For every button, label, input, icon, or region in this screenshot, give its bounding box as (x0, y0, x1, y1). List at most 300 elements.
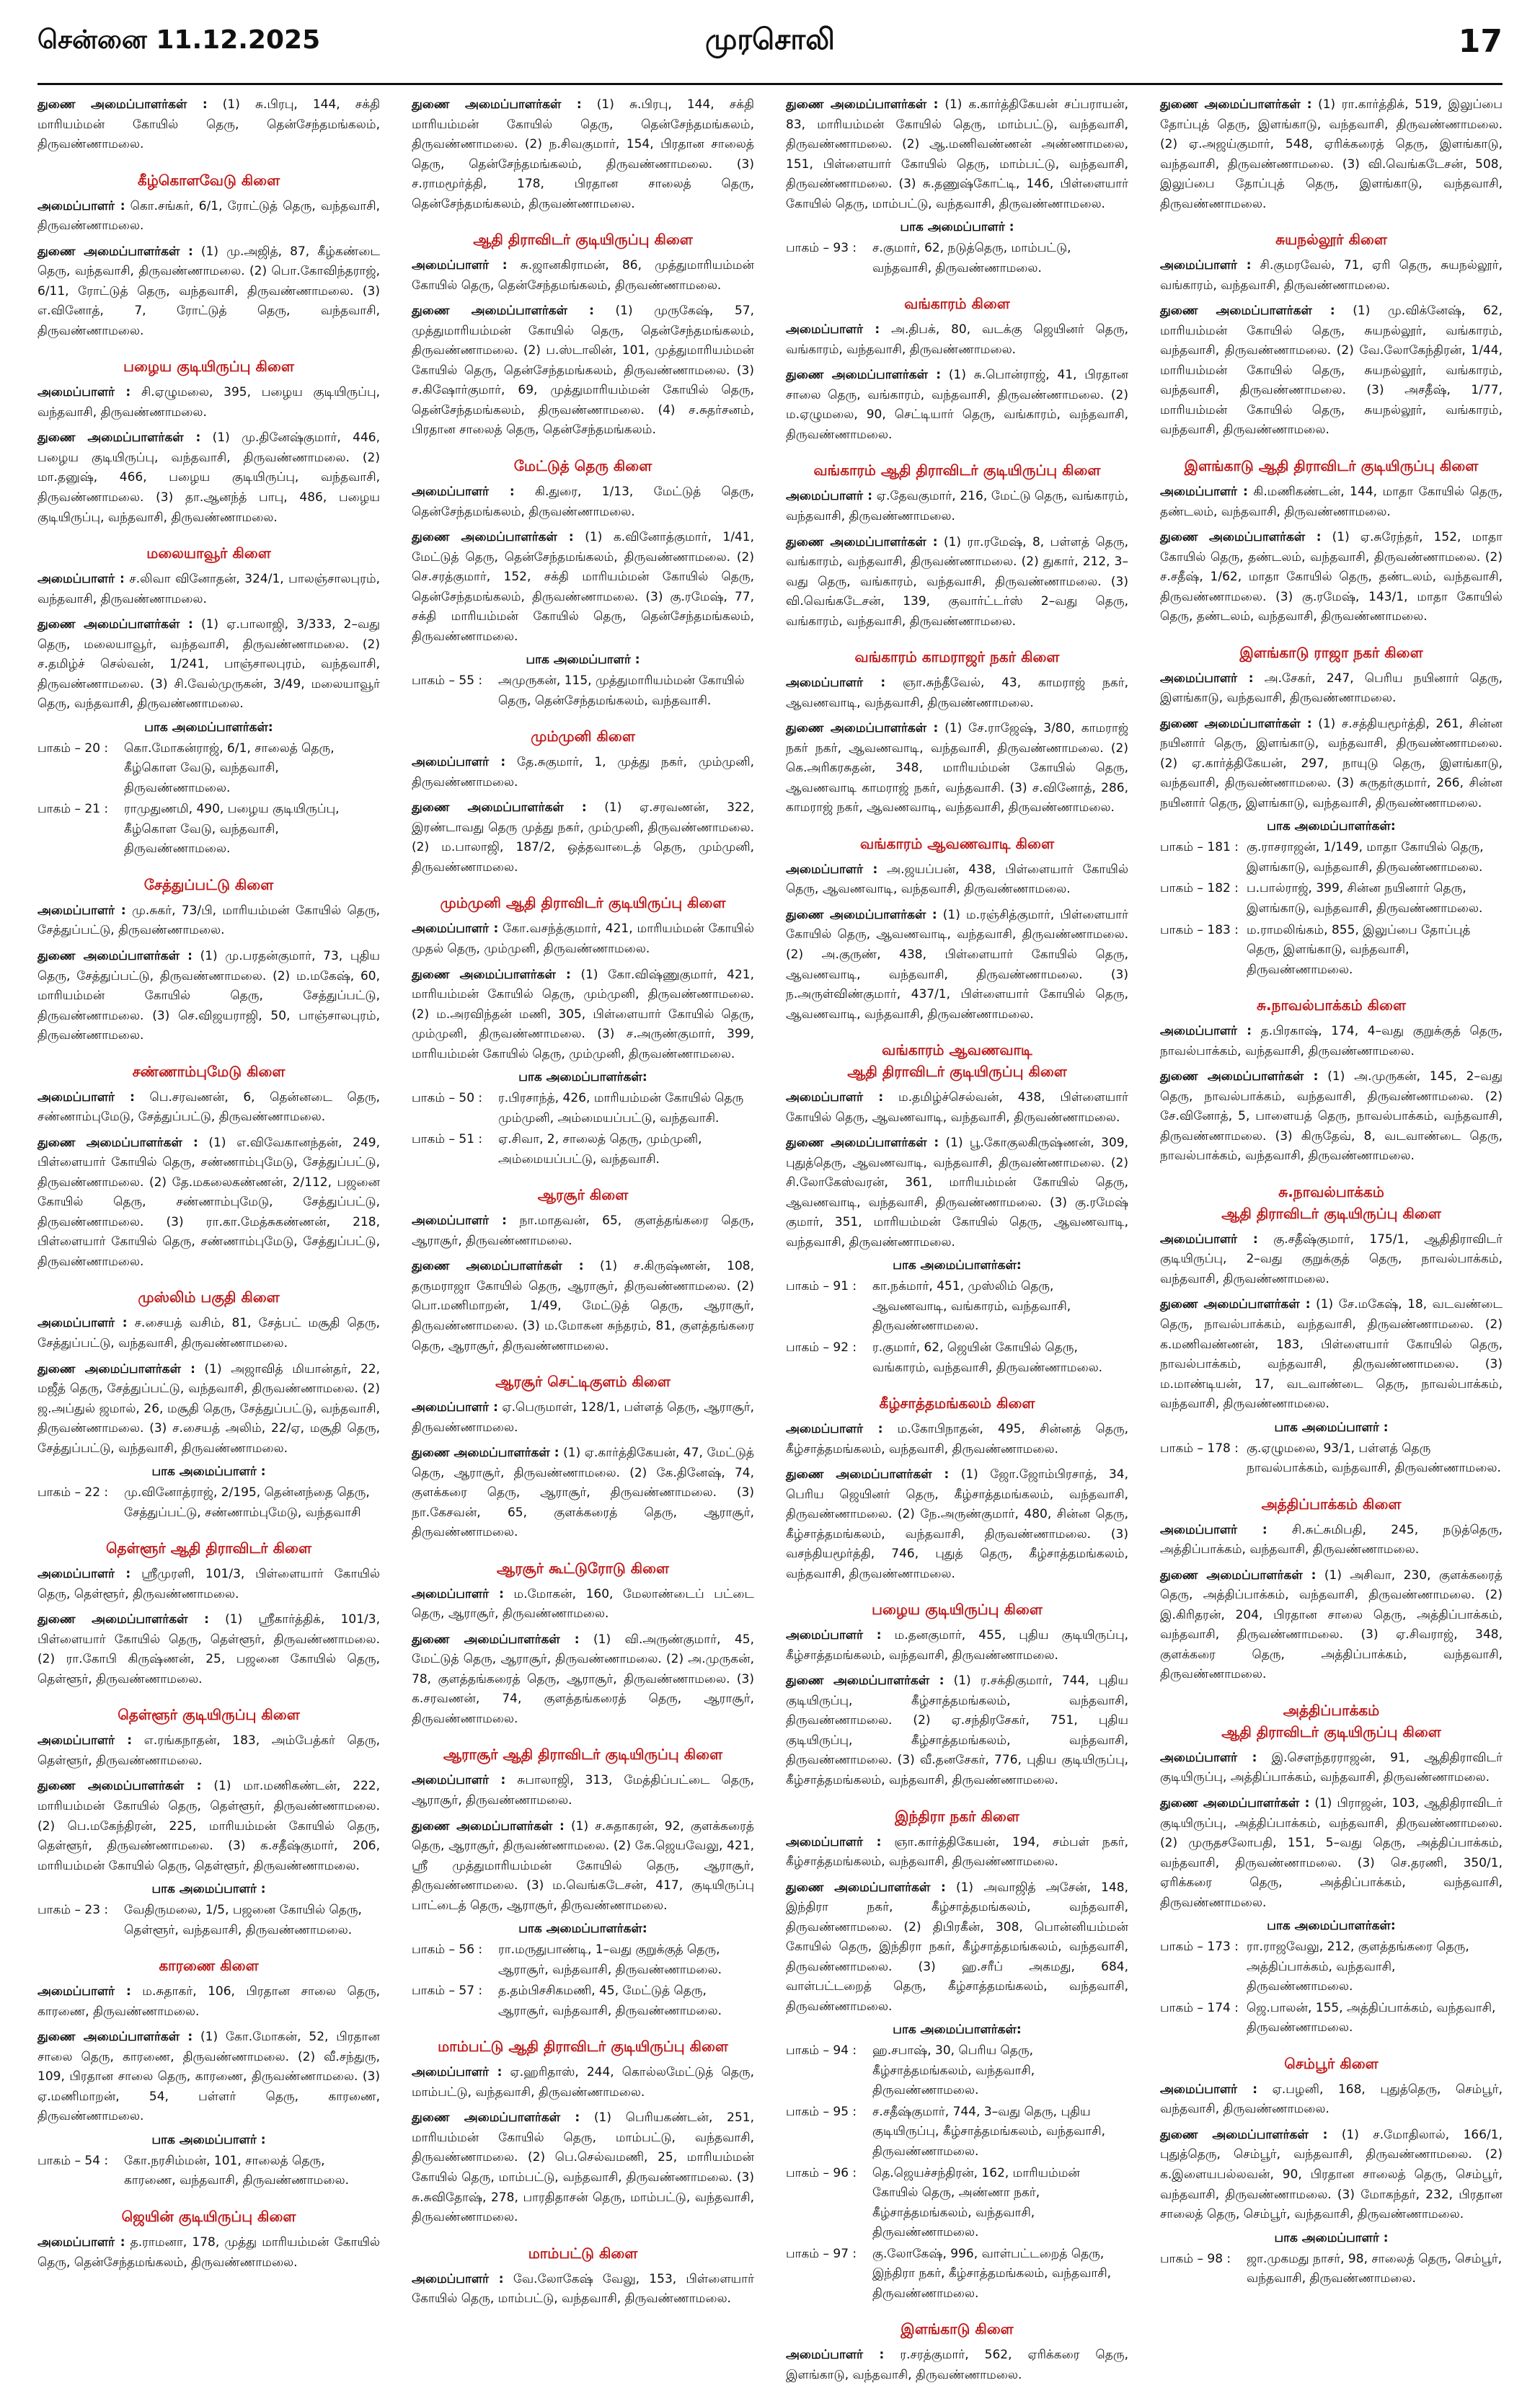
member-details: கி.துரை, 1/13, மேட்டுத் தெரு, தென்சேந்தமங்கலம், திருவண்ணாமலை. (412, 484, 754, 519)
branch-title: மும்முனி கிளை (531, 728, 635, 746)
branch-title: ஆதி திராவிடர் குடியிருப்பு கிளை (473, 231, 693, 249)
branch-section (1160, 1701, 1503, 2038)
branch-title: மலையாவூர் கிளை (146, 544, 271, 562)
office-bearer-entry (786, 533, 1128, 632)
booth-heading: பாக அமைப்பாளர்கள்: (1267, 1919, 1396, 1934)
member-details: (1) பூ.கோகுலகிருஷ்ணன், 309, புதுத்தெரு, ஆவணவாடி, வந்தவாசி, திருவண்ணாமலை. (2) சி.லோகேஸ்வரன், 361, மாரியம்மன் கோயில் தெரு, ஆவணவாடி, வந்தவாசி, திருவண்ணாமலை. (3) கு.ரமேஷ் குமார், 351, மாரியம்மன் கோயில் தெரு, ஆவணவாடி, வந்தவாசி, திருவண்ணாமலை. (786, 1136, 1128, 1250)
role-label: துணை அமைப்பாளர்கள் : (1160, 2127, 1328, 2142)
branch-section (786, 1807, 1128, 2304)
office-bearer-entry (786, 1088, 1128, 1128)
booth-member-details: ர.பிரசாந்த், 426, மாரியம்மன் கோயில் தெரு மும்முனி, அம்மையப்பட்டு, வந்தவாசி. (498, 1091, 744, 1126)
branch-title: ஆராசூர் ஆதி திராவிடர் குடியிருப்பு கிளை (443, 1746, 723, 1764)
office-bearer-entry (412, 1443, 754, 1543)
member-details: (1) ச.மோதிலால், 166/1, புதுத்தெரு, செம்பூர், வந்தவாசி, திருவண்ணாமலை. (2) க.இளையபல்லவன், 90, பிரதான சாலைத் தெரு, செம்பூர், வந்தவாசி, திருவண்ணாமலை. (3) மோகந்தர், 232, பிரதான சாலைத் தெரு, செம்பூர், வந்தவாசி, திருவண்ணாமலை. (1160, 2127, 1503, 2222)
branch-title: இளங்காடு ஆதி திராவிடர் குடியிருப்பு கிளை (1184, 456, 1479, 474)
role-label: அமைப்பாளர் : (412, 1773, 506, 1788)
member-details: தே.சுகுமார், 1, முத்து நகர், மும்முனி, திருவண்ணாமலை. (412, 755, 755, 790)
role-label: துணை அமைப்பாளர்கள் : (412, 1818, 565, 1834)
branch-section (1160, 643, 1503, 980)
member-details: ர.சரத்குமார், 562, ஏரிக்கரை தெரு, இளங்காடு, வந்தவாசி, திருவண்ணாமலை. (786, 2348, 1128, 2382)
role-label: துணை அமைப்பாளர்கள் : (1160, 716, 1312, 731)
booth-heading: பாக அமைப்பாளர்கள்: (893, 1258, 1022, 1273)
role-label: துணை அமைப்பாளர்கள் : (1160, 1297, 1311, 1312)
booth-row (412, 1130, 754, 1169)
member-details: (1) மு.அஜித், 87, கீழ்கண்டை தெரு, வந்தவாசி, திருவண்ணாமலை. (2) பொ.கோவிந்தராஜ், 6/11, ரோட்டுத் தெரு, வந்தவாசி, திருவண்ணாமலை. (3) எ.வினோத், 7, ரோட்டுத் தெரு, வந்தவாசி, திருவண்ணாமலை. (37, 244, 381, 338)
booth-row (1160, 879, 1503, 919)
member-details: (1) சே.ராஜேஷ், 3/80, காமராஜ் நகர் நகர், ஆவணவாடி, வந்தவாசி, திருவண்ணாமலை. (2) கெ.அரிகரசுதன், 348, மாரியம்மன் கோயில் தெரு, ஆவணவாடி காமராஜ் நகர், வந்தவாசி. (3) ச.வினோத், 286, காமராஜ் நகர், ஆவணவாடி, வந்தவாசி, திருவண்ணாமலை. (786, 721, 1129, 815)
member-details: ம.தனகுமார், 455, புதிய குடியிருப்பு, கீழ்சாத்தமங்கலம், வந்தவாசி, திருவண்ணாமலை. (786, 1628, 1128, 1663)
office-bearer-entry (1160, 1521, 1503, 1560)
branch-section (1160, 230, 1503, 441)
member-details: அ.ஜயப்பன், 438, பிள்ளையார் கோயில் தெரு, ஆவணவாடி, வந்தவாசி, திருவண்ணாமலை. (786, 862, 1128, 897)
role-label: அமைப்பாளர் : (412, 2271, 504, 2286)
office-bearer-entry (37, 615, 380, 715)
office-bearer-entry (37, 1314, 380, 1353)
branch-title: மும்முனி ஆதி திராவிடர் குடியிருப்பு கிளை (440, 894, 726, 912)
booth-number: பாகம் – 92 : (786, 1340, 857, 1355)
branch-section (412, 1185, 754, 1356)
office-bearer-entry (37, 2233, 380, 2273)
booth-row (786, 1277, 1128, 1337)
branch-section (786, 2320, 1128, 2385)
branch-title: வங்காரம் ஆவணவாடி கிளை (859, 834, 1054, 852)
branch-section (37, 95, 380, 155)
role-label: அமைப்பாளர் : (37, 1984, 131, 1999)
member-details: ம.கோபிநாதன், 495, சின்னத் தெரு, கீழ்சாத்தமங்கலம், வந்தவாசி, திருவண்ணாமலை. (786, 1422, 1128, 1456)
office-bearer-entry (37, 1777, 380, 1876)
office-bearer-entry (412, 528, 754, 647)
issue-date: சென்னை 11.12.2025 (37, 25, 321, 55)
member-details: (1) ஸ்ரீகார்த்திக், 101/3, பிள்ளையார் கோயில் தெரு, தெள்ளூர், திருவண்ணாமலை. (2) ரா.கோபி கிருஷ்ணன், 25, பஜனை கோயில் தெரு, தெள்ளூர், திருவண்ணாமலை. (37, 1612, 380, 1686)
branch-section (786, 95, 1128, 278)
booth-heading: பாக அமைப்பாளர்கள்: (144, 720, 273, 735)
booth-number: பாகம் – 94 : (786, 2043, 857, 2059)
office-bearer-entry (37, 428, 380, 528)
branch-section (37, 544, 380, 859)
member-details: அ.திபக், 80, வடக்கு ஜெயினர் தெரு, வங்காரம், வந்தவாசி, திருவண்ணாமலை. (786, 322, 1129, 357)
branch-title: வங்காரம் கிளை (904, 295, 1010, 313)
role-label: துணை அமைப்பாளர்கள் : (37, 949, 192, 963)
office-bearer-entry (37, 197, 380, 236)
member-details: ச.லிவா வினோதன், 324/1, பாலஞ்சாலபுரம், வந்தவாசி, திருவண்ணாமலை. (37, 572, 380, 606)
member-details: ச.சையத் வசிம், 81, சேத்பட் மசூதி தெரு, சேத்துப்பட்டு, வந்தவாசி, திருவண்ணாமலை. (37, 1316, 381, 1350)
booth-row (37, 800, 380, 859)
role-label: அமைப்பாளர் : (786, 489, 873, 504)
office-bearer-entry (412, 256, 754, 296)
role-label: அமைப்பாளர் : (786, 862, 878, 877)
branch-section (786, 461, 1128, 632)
booth-number: பாகம் – 22 : (37, 1485, 109, 1500)
role-label: அமைப்பாளர் : (786, 1422, 883, 1437)
column-2 (412, 95, 754, 2401)
branch-section (1160, 456, 1503, 627)
role-label: அமைப்பாளர் : (412, 921, 499, 937)
member-details: (1) ஏ.சுரேந்தர், 152, மாதா கோயில் தெரு, தண்டலம், வந்தவாசி, திருவண்ணாமலை. (2) ச.சதீஷ், 1/62, மாதா கோயில் தெரு, தண்டலம், வந்தவாசி, திருவண்ணாமலை. (3) கு.ரமேஷ், 143/1, மாதா கோயில் தெரு, தண்டலம், வந்தவாசி, திருவண்ணாமலை. (1160, 530, 1503, 624)
booth-member-details: கு.ஏழுமலை, 93/1, பள்ளத் தெரு நாவல்பாக்கம், வந்தவாசி, திருவண்ணாமலை. (1247, 1441, 1501, 1476)
branch-title: பழைய குடியிருப்பு கிளை (872, 1601, 1043, 1619)
role-label: அமைப்பாளர் : (1160, 1522, 1267, 1537)
branch-title: சுயநல்லூர் கிளை (1275, 231, 1387, 249)
booth-row (786, 2102, 1128, 2162)
branch-section (1160, 95, 1503, 214)
column-1 (37, 95, 380, 2401)
office-bearer-entry (1160, 1295, 1503, 1414)
branch-title: முஸ்லிம் பகுதி கிளை (138, 1288, 280, 1306)
branch-subtitle: ஆதி திராவிடர் குடியிருப்பு கிளை (1221, 1204, 1441, 1222)
role-label: துணை அமைப்பாளர்கள் : (786, 1880, 946, 1895)
office-bearer-entry (37, 1133, 380, 1273)
member-details: கொ.சங்கர், 6/1, ரோட்டுத் தெரு, வந்தவாசி, திருவண்ணாமலை. (37, 198, 380, 234)
branch-section (412, 893, 754, 1169)
office-bearer-entry (786, 366, 1128, 445)
booth-member-details: அமுருகன், 115, முத்துமாரியம்மன் கோயில் தெரு, தென்சேந்தமங்கலம், வந்தவாசி. (498, 673, 745, 708)
branch-title: மாம்பட்டு கிளை (528, 2244, 638, 2262)
role-label: அமைப்பாளர் : (786, 1090, 884, 1105)
booth-member-details: ஜெ.பாலன், 155, அத்திப்பாக்கம், வந்தவாசி, திருவண்ணாமலை. (1247, 2000, 1496, 2035)
office-bearer-entry (1160, 2126, 1503, 2225)
role-label: துணை அமைப்பாளர்கள் : (37, 2030, 193, 2045)
branch-title: காரணை கிளை (159, 1957, 259, 1975)
role-label: அமைப்பாளர் : (37, 1316, 128, 1331)
role-label: அமைப்பாளர் : (786, 322, 880, 337)
branch-section (37, 2207, 380, 2273)
booth-member-details: கோ.நரசிம்மன், 101, சாலைத் தெரு, காரணை, வந்தவாசி, திருவண்ணாமலை. (124, 2153, 349, 2188)
role-label: அமைப்பாளர் : (37, 198, 125, 213)
role-label: துணை அமைப்பாளர்கள் : (1160, 1796, 1310, 1810)
branch-section (412, 95, 754, 214)
booth-member-details: மு.வினோத்ராஜ், 2/195, தென்னந்தை தெரு, சேத்துப்பட்டு, சண்ணாம்புமேடு, வந்தவாசி (124, 1485, 370, 1520)
role-label: அமைப்பாளர் : (412, 258, 508, 273)
role-label: அமைப்பாளர் : (412, 2065, 503, 2080)
branch-section (1160, 1182, 1503, 1479)
member-details: (1) ஏ.கார்த்திகேயன், 47, மேட்டுத் தெரு, ஆராசூர், திருவண்ணாமலை. (2) கே.தினேஷ், 74, குளக்கரை தெரு, ஆராசூர், திருவண்ணாமலை. (3) நா.கேசவன், 65, குளக்கரைத் தெரு, ஆராசூர், திருவண்ணாமலை. (412, 1446, 754, 1540)
branch-title: ஆரசூர் கிளை (537, 1186, 629, 1204)
branch-section (1160, 2054, 1503, 2289)
office-bearer-entry (412, 2108, 754, 2227)
booth-member-details: ஹ.சபாஷ், 30, பெரிய தெரு, கீழ்சாத்தமங்கலம், வந்தவாசி, திருவண்ணாமலை. (872, 2043, 1035, 2098)
member-details: ஏ.பெருமாள், 128/1, பள்ளத் தெரு, ஆராசூர், திருவண்ணாமலை. (412, 1400, 755, 1435)
member-details: (1) சு.பொன்ராஜ், 41, பிரதான சாலை தெரு, வங்காரம், வந்தவாசி, திருவண்ணாமலை. (2) ம.ஏழுமலை, 90, செட்டியார் தெரு, வங்காரம், வந்தவாசி, திருவண்ணாமலை. (786, 368, 1129, 442)
member-details: (1) ஏ.சரவணன், 322, இரண்டாவது தெரு முத்து நகர், மும்முனி, திருவண்ணாமலை. (2) ம.பாலாஜி, 187/2, ஒத்தவாடைத் தெரு, மும்முனி, திருவண்ணாமலை. (412, 800, 754, 875)
office-bearer-entry (412, 1211, 754, 1251)
office-bearer-entry (786, 320, 1128, 360)
role-label: துணை அமைப்பாளர்கள் : (786, 368, 942, 383)
member-details: ஏ.தேவகுமார், 216, மேட்டு தெரு, வங்காரம், வந்தவாசி, திருவண்ணாமலை. (786, 489, 1128, 523)
member-details: (1) அவாஜித் அசேன், 148, இந்திரா நகர், கீழ்சாத்தமங்கலம், வந்தவாசி, திருவண்ணாமலை. (2) திபிரகீன், 308, பொன்னியம்மன் கோயில் தெரு, இந்திரா நகர், கீழ்சாத்தமங்கலம், வந்தவாசி, திருவண்ணாமலை. (3) ஹ.சரீப் அகமது, 684, வாள்பட்டறைத் தெரு, கீழ்சாத்தமங்கலம், வந்தவாசி, திருவண்ணாமலை. (786, 1880, 1128, 2014)
office-bearer-entry (412, 753, 754, 792)
booth-member-details: ரா.ராஜவேலு, 212, குளத்தங்கரை தெரு, அத்திப்பாக்கம், வந்தவாசி, திருவண்ணாமலை. (1247, 1940, 1469, 1994)
branch-section (412, 456, 754, 711)
office-bearer-entry (37, 1982, 380, 2022)
office-bearer-entry (786, 1133, 1128, 1252)
member-details: சி.ஏழுமலை, 395, பழைய குடியிருப்பு, வந்தவாசி, திருவண்ணாமலை. (37, 385, 380, 420)
role-label: அமைப்பாளர் : (1160, 2082, 1258, 2097)
office-bearer-entry (1160, 715, 1503, 814)
branch-section (786, 647, 1128, 818)
member-details: பெ.சரவணன், 6, தென்னடை தெரு, சண்ணாம்புமேடு, சேத்துப்பட்டு, திருவண்ணாமலை. (37, 1089, 380, 1125)
booth-number: பாகம் – 181 : (1160, 840, 1239, 855)
branch-section (786, 1040, 1128, 1378)
branch-section (1160, 1495, 1503, 1685)
branch-title: கீழ்சாத்தமங்கலம் கிளை (879, 1394, 1035, 1412)
office-bearer-entry (1160, 1748, 1503, 1788)
branch-section (786, 294, 1128, 445)
office-bearer-entry (37, 2028, 380, 2127)
member-details: (1) சே.மகேஷ், 18, வடவண்டை தெரு, நாவல்பாக்கம், வந்தவாசி, திருவண்ணாமலை. (2) க.மணிவண்ணன், 183, பிள்ளையார் கோயில் தெரு, நாவல்பாக்கம், வந்தவாசி, திருவண்ணாமலை. (3) ம.மாண்டியன், 17, வடவாண்டை தெரு, நாவல்பாக்கம், வந்தவாசி, திருவண்ணாமலை. (1160, 1297, 1503, 1412)
member-details: (1) சு.பிரபு, 144, சக்தி மாரியம்மன் கோயில் தெரு, தென்சேந்தமங்கலம், திருவண்ணாமலை. (37, 97, 380, 152)
office-bearer-entry (1160, 1022, 1503, 1061)
booth-number: பாகம் – 182 : (1160, 881, 1239, 896)
office-bearer-entry (786, 719, 1128, 818)
article-columns (37, 95, 1503, 2382)
office-bearer-entry (37, 1088, 380, 1128)
role-label: அமைப்பாளர் : (1160, 1232, 1258, 1247)
member-details: (1) மா.மணிகண்டன், 222, மாரியம்மன் கோயில் தெரு, தெள்ளூர், திருவண்ணாமலை. (2) பெ.மகேந்திரன், 225, மாரியம்மன் கோயில் தெரு, தெள்ளூர், திருவண்ணாமலை. (3) க.சதீஷ்குமார், 206, மாரியம்மன் கோயில் தெரு, தெள்ளூர், திருவண்ணாமலை. (37, 1779, 381, 1873)
office-bearer-entry (786, 1833, 1128, 1872)
branch-section (37, 875, 380, 1046)
branch-section (37, 1956, 380, 2191)
office-bearer-entry (786, 2345, 1128, 2385)
branch-section (412, 2037, 754, 2227)
member-details: ம.தமிழ்ச்செல்வன், 438, பிள்ளையார் கோயில் தெரு, ஆவணவாடி, வந்தவாசி, திருவண்ணாமலை. (786, 1090, 1129, 1125)
member-details: கோ.வசந்த்குமார், 421, மாரியம்மன் கோயில் முதல் தெரு, மும்முனி, திருவண்ணாமலை. (412, 921, 754, 956)
member-details: கு.சதீஷ்குமார், 175/1, ஆதிதிராவிடர் குடியிருப்பு, 2–வது குறுக்குத் தெரு, நாவல்பாக்கம், வந்தவாசி, திருவண்ணாமலை. (1160, 1232, 1503, 1286)
booth-number: பாகம் – 95 : (786, 2104, 857, 2119)
member-details: (1) ச.கிருஷ்ணன், 108, தருமராஜா கோயில் தெரு, ஆராசூர், திருவண்ணாமலை. (2) பொ.மணிமாறன், 1/49, மேட்டுத் தெரு, ஆராசூர், திருவண்ணாமலை. (3) ம.மோகன சுந்தரம், 81, குளத்தங்கரை தெரு, ஆராசூர், திருவண்ணாமலை. (412, 1259, 754, 1353)
role-label: அமைப்பாளர் : (786, 676, 886, 691)
role-label: அமைப்பாளர் : (37, 1567, 131, 1582)
booth-heading: பாக அமைப்பாளர் : (151, 2132, 266, 2147)
booth-heading: பாக அமைப்பாளர் : (1274, 1420, 1389, 1435)
role-label: அமைப்பாளர் : (412, 1400, 498, 1415)
office-bearer-entry (786, 1626, 1128, 1666)
office-bearer-entry (37, 901, 380, 941)
booth-row (1160, 1439, 1503, 1479)
column-4 (1160, 95, 1503, 2401)
branch-title: ஜெயின் குடியிருப்பு கிளை (121, 2207, 296, 2225)
branch-title: வங்காரம் ஆவணவாடி (882, 1041, 1032, 1059)
booth-heading: பாக அமைப்பாளர்கள்: (518, 1070, 647, 1085)
member-details: (1) கோ.மோகன், 52, பிரதான சாலை தெரு, காரணை, திருவண்ணாமலை. (2) வீ.சந்துரு, 109, பிரதான சாலை தெரு, காரணை, திருவண்ணாமலை. (3) ஏ.மணிமாறன், 54, பள்ளர் தெரு, காரணை, திருவண்ணாமலை. (37, 2030, 380, 2124)
office-bearer-entry (1160, 2080, 1503, 2120)
branch-title: செம்பூர் கிளை (1284, 2054, 1379, 2072)
role-label: துணை அமைப்பாளர்கள் : (786, 1673, 944, 1689)
booth-row (1160, 921, 1503, 981)
page-number: 17 (1458, 23, 1503, 60)
member-details: (1) ஏ.பாலாஜி, 3/333, 2–வது தெரு, மலையாவூர், வந்தவாசி, திருவண்ணாமலை. (2) ச.தமிழ்ச் செல்வன், 1/241, பாஞ்சாலபுரம், வந்தவாசி, திருவண்ணாமலை. (3) சி.வேல்முருகன், 3/49, மலையாவூர் தெரு, வந்தவாசி, திருவண்ணாமலை. (37, 617, 380, 712)
branch-title: இந்திரா நகர் கிளை (895, 1807, 1019, 1825)
booth-number: பாகம் – 55 : (412, 673, 483, 689)
member-details: சுபாலாஜி, 313, மேத்திப்பட்டை தெரு, ஆராசூர், திருவண்ணாமலை. (412, 1773, 754, 1808)
booth-row (37, 2152, 380, 2191)
booth-member-details: கு.ராசராஜன், 1/149, மாதா கோயில் தெரு, இளங்காடு, வந்தவாசி, திருவண்ணாமலை. (1247, 840, 1484, 875)
branch-subtitle: ஆதி திராவிடர் குடியிருப்பு கிளை (847, 1063, 1067, 1081)
role-label: துணை அமைப்பாளர்கள் : (412, 2110, 580, 2126)
booth-member-details: ச.குமார், 62, நடுத்தெரு, மாம்பட்டு, வந்தவாசி, திருவண்ணாமலை. (872, 241, 1071, 275)
branch-section (412, 1559, 754, 1730)
branch-section (37, 171, 380, 342)
role-label: துணை அமைப்பாளர்கள் : (412, 1632, 580, 1647)
booth-row (37, 1901, 380, 1940)
member-details: ஏ.பழனி, 168, புதுத்தெரு, செம்பூர், வந்தவாசி, திருவண்ணாமலை. (1160, 2082, 1503, 2117)
member-details: கி.மணிகண்டன், 144, மாதா கோயில் தெரு, தண்டலம், வந்தவாசி, திருவண்ணாமலை. (1160, 484, 1503, 519)
office-bearer-entry (412, 2063, 754, 2102)
role-label: அமைப்பாளர் : (786, 1628, 882, 1643)
branch-section (786, 1600, 1128, 1790)
office-bearer-entry (1160, 256, 1503, 296)
role-label: அமைப்பாளர் : (1160, 258, 1252, 273)
member-details: (1) ம.ரஞ்சித்குமார், பிள்ளையார் கோயில் தெரு, ஆவணவாடி, வந்தவாசி, திருவண்ணாமலை. (2) அ.குருண், 438, பிள்ளையார் கோயில் தெரு, ஆவணவாடி, வந்தவாசி, திருவண்ணாமலை. (3) ந.அருள்விண்குமார், 437/1, பிள்ளையார் கோயில் தெரு, ஆவணவாடி, வந்தவாசி, திருவண்ணாமலை. (786, 907, 1128, 1022)
branch-section (786, 1394, 1128, 1584)
booth-number: பாகம் – 91 : (786, 1279, 857, 1294)
office-bearer-entry (412, 1398, 754, 1438)
role-label: அமைப்பாளர் : (1160, 1024, 1252, 1039)
branch-section (37, 1539, 380, 1689)
role-label: துணை அமைப்பாளர்கள் : (37, 617, 193, 632)
booth-member-details: ச.சதீஷ்குமார், 744, 3–வது தெரு, புதிய குடியிருப்பு, கீழ்சாத்தமங்கலம், வந்தவாசி, திருவண்ணாமலை. (872, 2104, 1106, 2159)
role-label: அமைப்பாளர் : (37, 2234, 125, 2250)
role-label: துணை அமைப்பாளர்கள் : (412, 1259, 584, 1274)
member-details: (1) அஜாவித் மியான்தர், 22, மஜீத் தெரு, சேத்துப்பட்டு, வந்தவாசி, திருவண்ணாமலை. (2) ஜ.அப்துல் ஜமால், 26, மசூதி தெரு, சேத்துப்பட்டு, வந்தவாசி, திருவண்ணாமலை. (3) ச.சையத் அலிம், 22/ஏ, மசூதி தெரு, சேத்துப்பட்டு, வந்தவாசி, திருவண்ணாமலை. (37, 1361, 380, 1456)
branch-title: பழைய குடியிருப்பு கிளை (123, 358, 294, 376)
office-bearer-entry (37, 1731, 380, 1771)
branch-subtitle: ஆதி திராவிடர் குடியிருப்பு கிளை (1221, 1723, 1441, 1741)
member-details: (1) மு.விக்னேஷ், 62, மாரியம்மன் கோயில் தெரு, சுயநல்லூர், வங்காரம், வந்தவாசி, திருவண்ணாமலை. (2) வே.லோகேந்திரன், 1/44, மாரியம்மன் கோயில் தெரு, சுயநல்லூர், வங்காரம், வந்தவாசி, திருவண்ணாமலை. (3) அசதீஷ், 1/77, மாரியம்மன் கோயில் தெரு, சுயநல்லூர், வங்காரம், வந்தவாசி, திருவண்ணாமலை. (1160, 304, 1503, 438)
role-label: துணை அமைப்பாளர்கள் : (786, 1467, 950, 1482)
branch-title: ஆரசூர் கூட்டுரோடு கிளை (496, 1559, 670, 1577)
booth-heading: பாக அமைப்பாளர் : (151, 1882, 266, 1897)
branch-section (1160, 996, 1503, 1167)
booth-number: பாகம் – 173 : (1160, 1940, 1239, 1955)
role-label: அமைப்பாளர் : (412, 755, 506, 770)
branch-title: அத்திப்பாக்கம் (1283, 1701, 1380, 1719)
role-label: அமைப்பாளர் : (786, 1834, 882, 1849)
role-label: அமைப்பாளர் : (1160, 484, 1248, 499)
member-details: நா.மாதவன், 65, குளத்தங்கரை தெரு, ஆராசூர், திருவண்ணாமலை. (412, 1213, 755, 1248)
branch-title: வங்காரம் காமராஜர் நகர் கிளை (854, 648, 1060, 666)
role-label: அமைப்பாளர் : (412, 1586, 504, 1601)
branch-section (412, 1372, 754, 1543)
member-details: (1) அ.முருகன், 145, 2–வது தெரு, நாவல்பாக்கம், வந்தவாசி, திருவண்ணாமலை. (2) சே.வினோத், 5, பாளையத் தெரு, நாவல்பாக்கம், வந்தவாசி, திருவண்ணாமலை. (3) கிருதேவ், 8, வடவாண்டை தெரு, நாவல்பாக்கம், வந்தவாசி, திருவண்ணாமலை. (1160, 1069, 1503, 1164)
office-bearer-entry (412, 2270, 754, 2309)
office-bearer-entry (412, 95, 754, 214)
role-label: துணை அமைப்பாளர்கள் : (37, 1135, 198, 1150)
role-label: அமைப்பாளர் : (412, 1213, 507, 1229)
office-bearer-entry (1160, 669, 1503, 709)
member-details: சி.சுட்சுமிபதி, 245, நடுத்தெரு, அத்திப்பாக்கம், வந்தவாசி, திருவண்ணாமலை. (1160, 1522, 1503, 1557)
role-label: துணை அமைப்பாளர்கள் : (37, 1612, 209, 1627)
office-bearer-entry (1160, 1067, 1503, 1167)
booth-heading: பாக அமைப்பாளர் : (900, 220, 1014, 235)
role-label: துணை அமைப்பாளர்கள் : (786, 721, 939, 736)
office-bearer-entry (1160, 301, 1503, 441)
branch-title: சு.நாவல்பாக்கம் (1278, 1182, 1384, 1200)
role-label: துணை அமைப்பாளர்கள் : (412, 800, 587, 815)
branch-title: மாம்பட்டு ஆதி திராவிடர் குடியிருப்பு கிளை (438, 2038, 728, 2056)
office-bearer-entry (412, 1585, 754, 1624)
column-3 (786, 95, 1128, 2401)
branch-title: மேட்டுத் தெரு கிளை (513, 456, 652, 474)
office-bearer-entry (786, 1671, 1128, 1790)
booth-row (786, 2164, 1128, 2243)
office-bearer-entry (1160, 95, 1503, 214)
office-bearer-entry (412, 798, 754, 877)
booth-number: பாகம் – 97 : (786, 2246, 857, 2261)
masthead (37, 0, 1503, 85)
booth-member-details: வேதிருமலை, 1/5, பஜனை கோயில் தெரு, தெள்ளூர், வந்தவாசி, திருவண்ணாமலை. (124, 1903, 362, 1937)
member-details: அ.சேகர், 247, பெரிய நயினார் தெரு, இளங்காடு, வந்தவாசி, திருவண்ணாமலை. (1160, 671, 1503, 706)
role-label: துணை அமைப்பாளர்கள் : (412, 967, 571, 982)
member-details: ம.சுதாகர், 106, பிரதான சாலை தெரு, காரணை, திருவண்ணாமலை. (37, 1984, 380, 2019)
member-details: (1) ரா.கார்த்திக், 519, இலுப்பை தோப்புத் தெரு, இளங்காடு, வந்தவாசி, திருவண்ணாமலை. (2) ஏ.அஜய்குமார், 548, ஏரிக்கரைத் தெரு, இளங்காடு, வந்தவாசி, திருவண்ணாமலை. (3) வி.வெங்கடேசன், 508, இலுப்பை தோப்புத் தெரு, இளங்காடு, வந்தவாசி, திருவண்ணாமலை. (1160, 97, 1503, 211)
office-bearer-entry (412, 1771, 754, 1810)
booth-number: பாகம் – 183 : (1160, 922, 1239, 937)
office-bearer-entry (1160, 528, 1503, 627)
office-bearer-entry (786, 1420, 1128, 1459)
booth-number: பாகம் – 178 : (1160, 1441, 1239, 1456)
booth-member-details: தெ.ஜெயச்சந்திரன், 162, மாரியம்மன் கோயில் தெரு, அண்ணா நகர், கீழ்சாத்தமங்கலம், வந்தவாசி, திருவண்ணாமலை. (872, 2165, 1080, 2240)
booth-row (37, 739, 380, 799)
role-label: துணை அமைப்பாளர்கள் : (1160, 97, 1312, 112)
member-details: (1) ரா.ரமேஷ், 8, பள்ளத் தெரு, வங்காரம், வந்தவாசி, திருவண்ணாமலை. (2) துகார், 212, 3–வது தெரு, வங்காரம், வந்தவாசி, திருவண்ணாமலை. (3) வி.வெங்கடேசன், 139, குவார்ட்டர்ஸ் 2–வது தெரு, வங்காரம், வந்தவாசி, திருவண்ணாமலை. (786, 534, 1129, 629)
booth-number: பாகம் – 50 : (412, 1091, 483, 1106)
role-label: துணை அமைப்பாளர்கள் : (786, 1136, 939, 1151)
office-bearer-entry (786, 860, 1128, 900)
member-details: மு.சுகர், 73/பி, மாரியம்மன் கோயில் தெரு, சேத்துப்பட்டு, திருவண்ணாமலை. (37, 903, 380, 938)
office-bearer-entry (37, 95, 380, 155)
member-details: (1) மு.தினேஷ்குமார், 446, பழைய குடியிருப்பு, வந்தவாசி, திருவண்ணாமலை. (2) மா.தனுஷ், 466, பழைய குடியிருப்பு, வந்தவாசி, திருவண்ணாமலை. (3) தா.ஆனந்த் பாபு, 486, பழைய குடியிருப்பு, வந்தவாசி, திருவண்ணாமலை. (37, 430, 380, 525)
booth-number: பாகம் – 54 : (37, 2153, 109, 2168)
role-label: துணை அமைப்பாளர்கள் : (37, 1361, 195, 1376)
office-bearer-entry (37, 383, 380, 423)
member-details: (1) க.வினோத்குமார், 1/41, மேட்டுத் தெரு, தென்சேந்தமங்கலம், திருவண்ணாமலை. (2) செ.சரத்குமார், 152, சக்தி மாரியம்மன் கோயில் தெரு, தென்சேந்தமங்கலம், திருவண்ணாமலை. (3) கு.ரமேஷ், 77, சக்தி மாரியம்மன் கோயில் தெரு, தென்சேந்தமங்கலம், திருவண்ணாமலை. (412, 530, 755, 644)
booth-member-details: ஏ.சிவா, 2, சாலைத் தெரு, மும்முனி, அம்மையப்பட்டு, வந்தவாசி. (498, 1132, 702, 1167)
member-details: சி.குமரவேல், 71, ஏரி தெரு, சுயநல்லூர், வங்காரம், வந்தவாசி, திருவண்ணாமலை. (1160, 258, 1503, 293)
booth-number: பாகம் – 174 : (1160, 2000, 1239, 2015)
booth-member-details: ம.ராமலிங்கம், 855, இலுப்பை தோப்புத் தெரு, இளங்காடு, வந்தவாசி, திருவண்ணாமலை. (1247, 922, 1471, 977)
booth-row (1160, 1937, 1503, 1997)
booth-member-details: கு.லோகேஷ், 996, வாள்பட்டறைத் தெரு, இந்திரா நகர், கீழ்சாத்தமங்கலம், வந்தவாசி, திருவண்ணாமலை. (872, 2246, 1112, 2301)
booth-number: பாகம் – 51 : (412, 1132, 483, 1147)
branch-title: அத்திப்பாக்கம் கிளை (1261, 1495, 1402, 1513)
booth-row (412, 1089, 754, 1128)
branch-section (37, 357, 380, 528)
member-details: (1) எ.விவேகானந்தன், 249, பிள்ளையார் கோயில் தெரு, சண்ணாம்புமேடு, சேத்துப்பட்டு, திருவண்ணாமலை. (2) தே.மகலைகண்ணன், 2/112, பஜனை கோயில் தெரு, சண்ணாம்புமேடு, சேத்துப்பட்டு, திருவண்ணாமலை. (3) ரா.கா.மேத்சுகண்ணன், 218, பிள்ளையார் கோயில் தெரு, சண்ணாம்புமேடு, சேத்துப்பட்டு, திருவண்ணாமலை. (37, 1135, 380, 1269)
booth-row (786, 1338, 1128, 1378)
booth-row (1160, 838, 1503, 877)
booth-member-details: ர.குமார், 62, ஜெயின் கோயில் தெரு, வங்காரம், வந்தவாசி, திருவண்ணாமலை. (872, 1340, 1103, 1375)
branch-title: தெள்ளூர் குடியிருப்பு கிளை (118, 1706, 300, 1724)
branch-section (786, 834, 1128, 1025)
role-label: துணை அமைப்பாளர்கள் : (1160, 1567, 1316, 1583)
office-bearer-entry (37, 1610, 380, 1689)
branch-section (37, 1062, 380, 1273)
member-details: (1) ச.சத்தியமூர்த்தி, 261, சின்ன நயினார் தெரு, இளங்காடு, வந்தவாசி, திருவண்ணாமலை. (2) ஏ.கார்த்திகேயன், 297, நாயுடு தெரு, இளங்காடு, வந்தவாசி, திருவண்ணாமலை. (3) சுருதர்குமார், 266, சின்ன நயினார் தெரு, இளங்காடு, வந்தவாசி, திருவண்ணாமலை. (1160, 716, 1503, 810)
booth-number: பாகம் – 57 : (412, 1984, 483, 1999)
role-label: துணை அமைப்பாளர்கள் : (37, 430, 201, 446)
office-bearer-entry (412, 482, 754, 522)
member-details: த.ராமனா, 178, முத்து மாரியம்மன் கோயில் தெரு, தென்சேந்தமங்கலம், திருவண்ணாமலை. (37, 2234, 380, 2270)
office-bearer-entry (37, 947, 380, 1046)
branch-title: சேத்துப்பட்டு கிளை (143, 875, 274, 893)
booth-member-details: ப.பால்ராஜ், 399, சின்ன நயினார் தெரு, இளங்காடு, வந்தவாசி, திருவண்ணாமலை. (1247, 881, 1483, 916)
role-label: துணை அமைப்பாளர்கள் : (412, 530, 574, 545)
branch-section (37, 1705, 380, 1940)
member-details: (1) முருகேஷ், 57, முத்துமாரியம்மன் கோயில் தெரு, தென்சேந்தமங்கலம், திருவண்ணாமலை. (2) ப.ஸ்டாலின், 101, முத்துமாரியம்மன் கோயில் தெரு, தென்சேந்தமங்கலம், திருவண்ணாமலை. (3) ச.கிஷோர்குமார், 69, முத்துமாரியம்மன் கோயில் தெரு, தென்சேந்தமங்கலம், திருவண்ணாமலை. (4) ச.சுதர்சனம், பிரதான சாலைத் தெரு, தென்சேந்தமங்கலம். (412, 304, 754, 438)
role-label: அமைப்பாளர் : (37, 903, 126, 918)
office-bearer-entry (37, 1360, 380, 1459)
member-details: இ.செளந்தரராஜன், 91, ஆதிதிராவிடர் குடியிருப்பு, அத்திப்பாக்கம், வந்தவாசி, திருவண்ணாமலை. (1160, 1750, 1503, 1785)
